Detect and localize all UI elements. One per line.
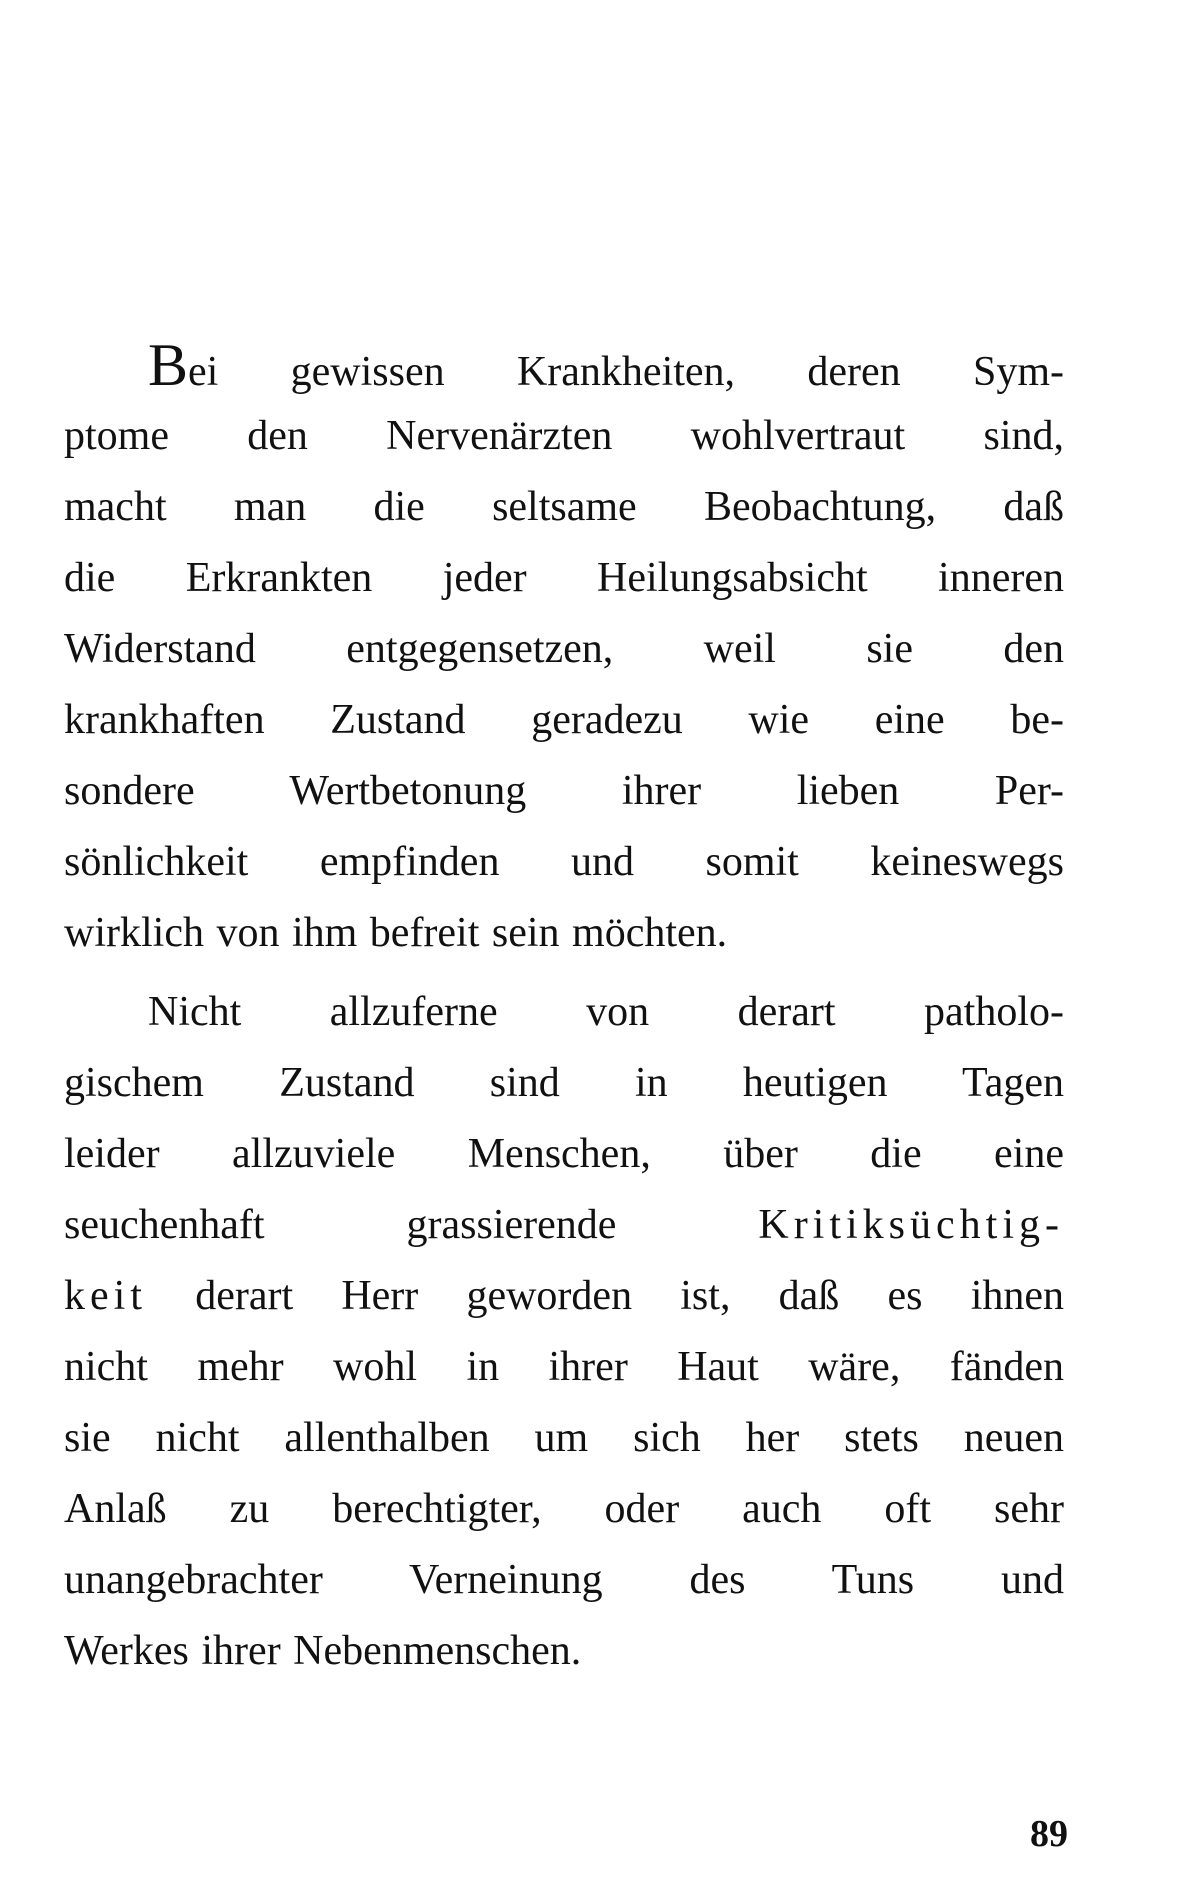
text-line: Werkes ihrer Nebenmenschen. <box>64 1628 582 1674</box>
text-line: wirklich von ihm befreit sein möchten. <box>64 910 728 956</box>
text-line: ptome den Nervenärzten wohlvertraut sind, <box>64 413 1064 459</box>
text-line: Widerstand entgegensetzen, weil sie den <box>64 626 1064 672</box>
text-line: macht man die seltsame Beobachtung, daß <box>64 484 1064 530</box>
text-line: die Erkrankten jeder Heilungsabsicht inneren <box>64 555 1064 601</box>
text-line: Bei gewissen Krankheiten, deren Sym- <box>148 332 1064 398</box>
paragraph-gap <box>64 969 1064 977</box>
text-line: sönlichkeit empfinden und somit keineswegs <box>64 839 1064 885</box>
text-line: seuchenhaft grassierende Kritiksüchtig- <box>64 1202 1064 1248</box>
text-line: leider allzuviele Menschen, über die eine <box>64 1131 1064 1177</box>
emphasized-word: keit <box>64 1273 147 1319</box>
text-line: sondere Wertbetonung ihrer lieben Per- <box>64 768 1064 814</box>
text-line: krankhaften Zustand geradezu wie eine be- <box>64 697 1064 743</box>
emphasized-word: Kritiksüchtig- <box>758 1202 1064 1248</box>
text-line: Anlaß zu berechtigter, oder auch oft sehr <box>64 1486 1064 1532</box>
text-line: unangebrachter Verneinung des Tuns und <box>64 1557 1064 1603</box>
text-line: nicht mehr wohl in ihrer Haut wäre, fänden <box>64 1344 1064 1390</box>
text-line: keit derart Herr geworden ist, daß es ihnen <box>64 1273 1064 1319</box>
text-line: gischem Zustand sind in heutigen Tagen <box>64 1060 1064 1106</box>
initial-letter: B <box>148 332 189 398</box>
page-number: 89 <box>1030 1813 1068 1855</box>
text-line: Nicht allzuferne von derart patholo- <box>148 989 1064 1035</box>
text-line: sie nicht allenthalben um sich her stets neuen <box>64 1415 1064 1461</box>
body-text <box>64 330 1064 1687</box>
